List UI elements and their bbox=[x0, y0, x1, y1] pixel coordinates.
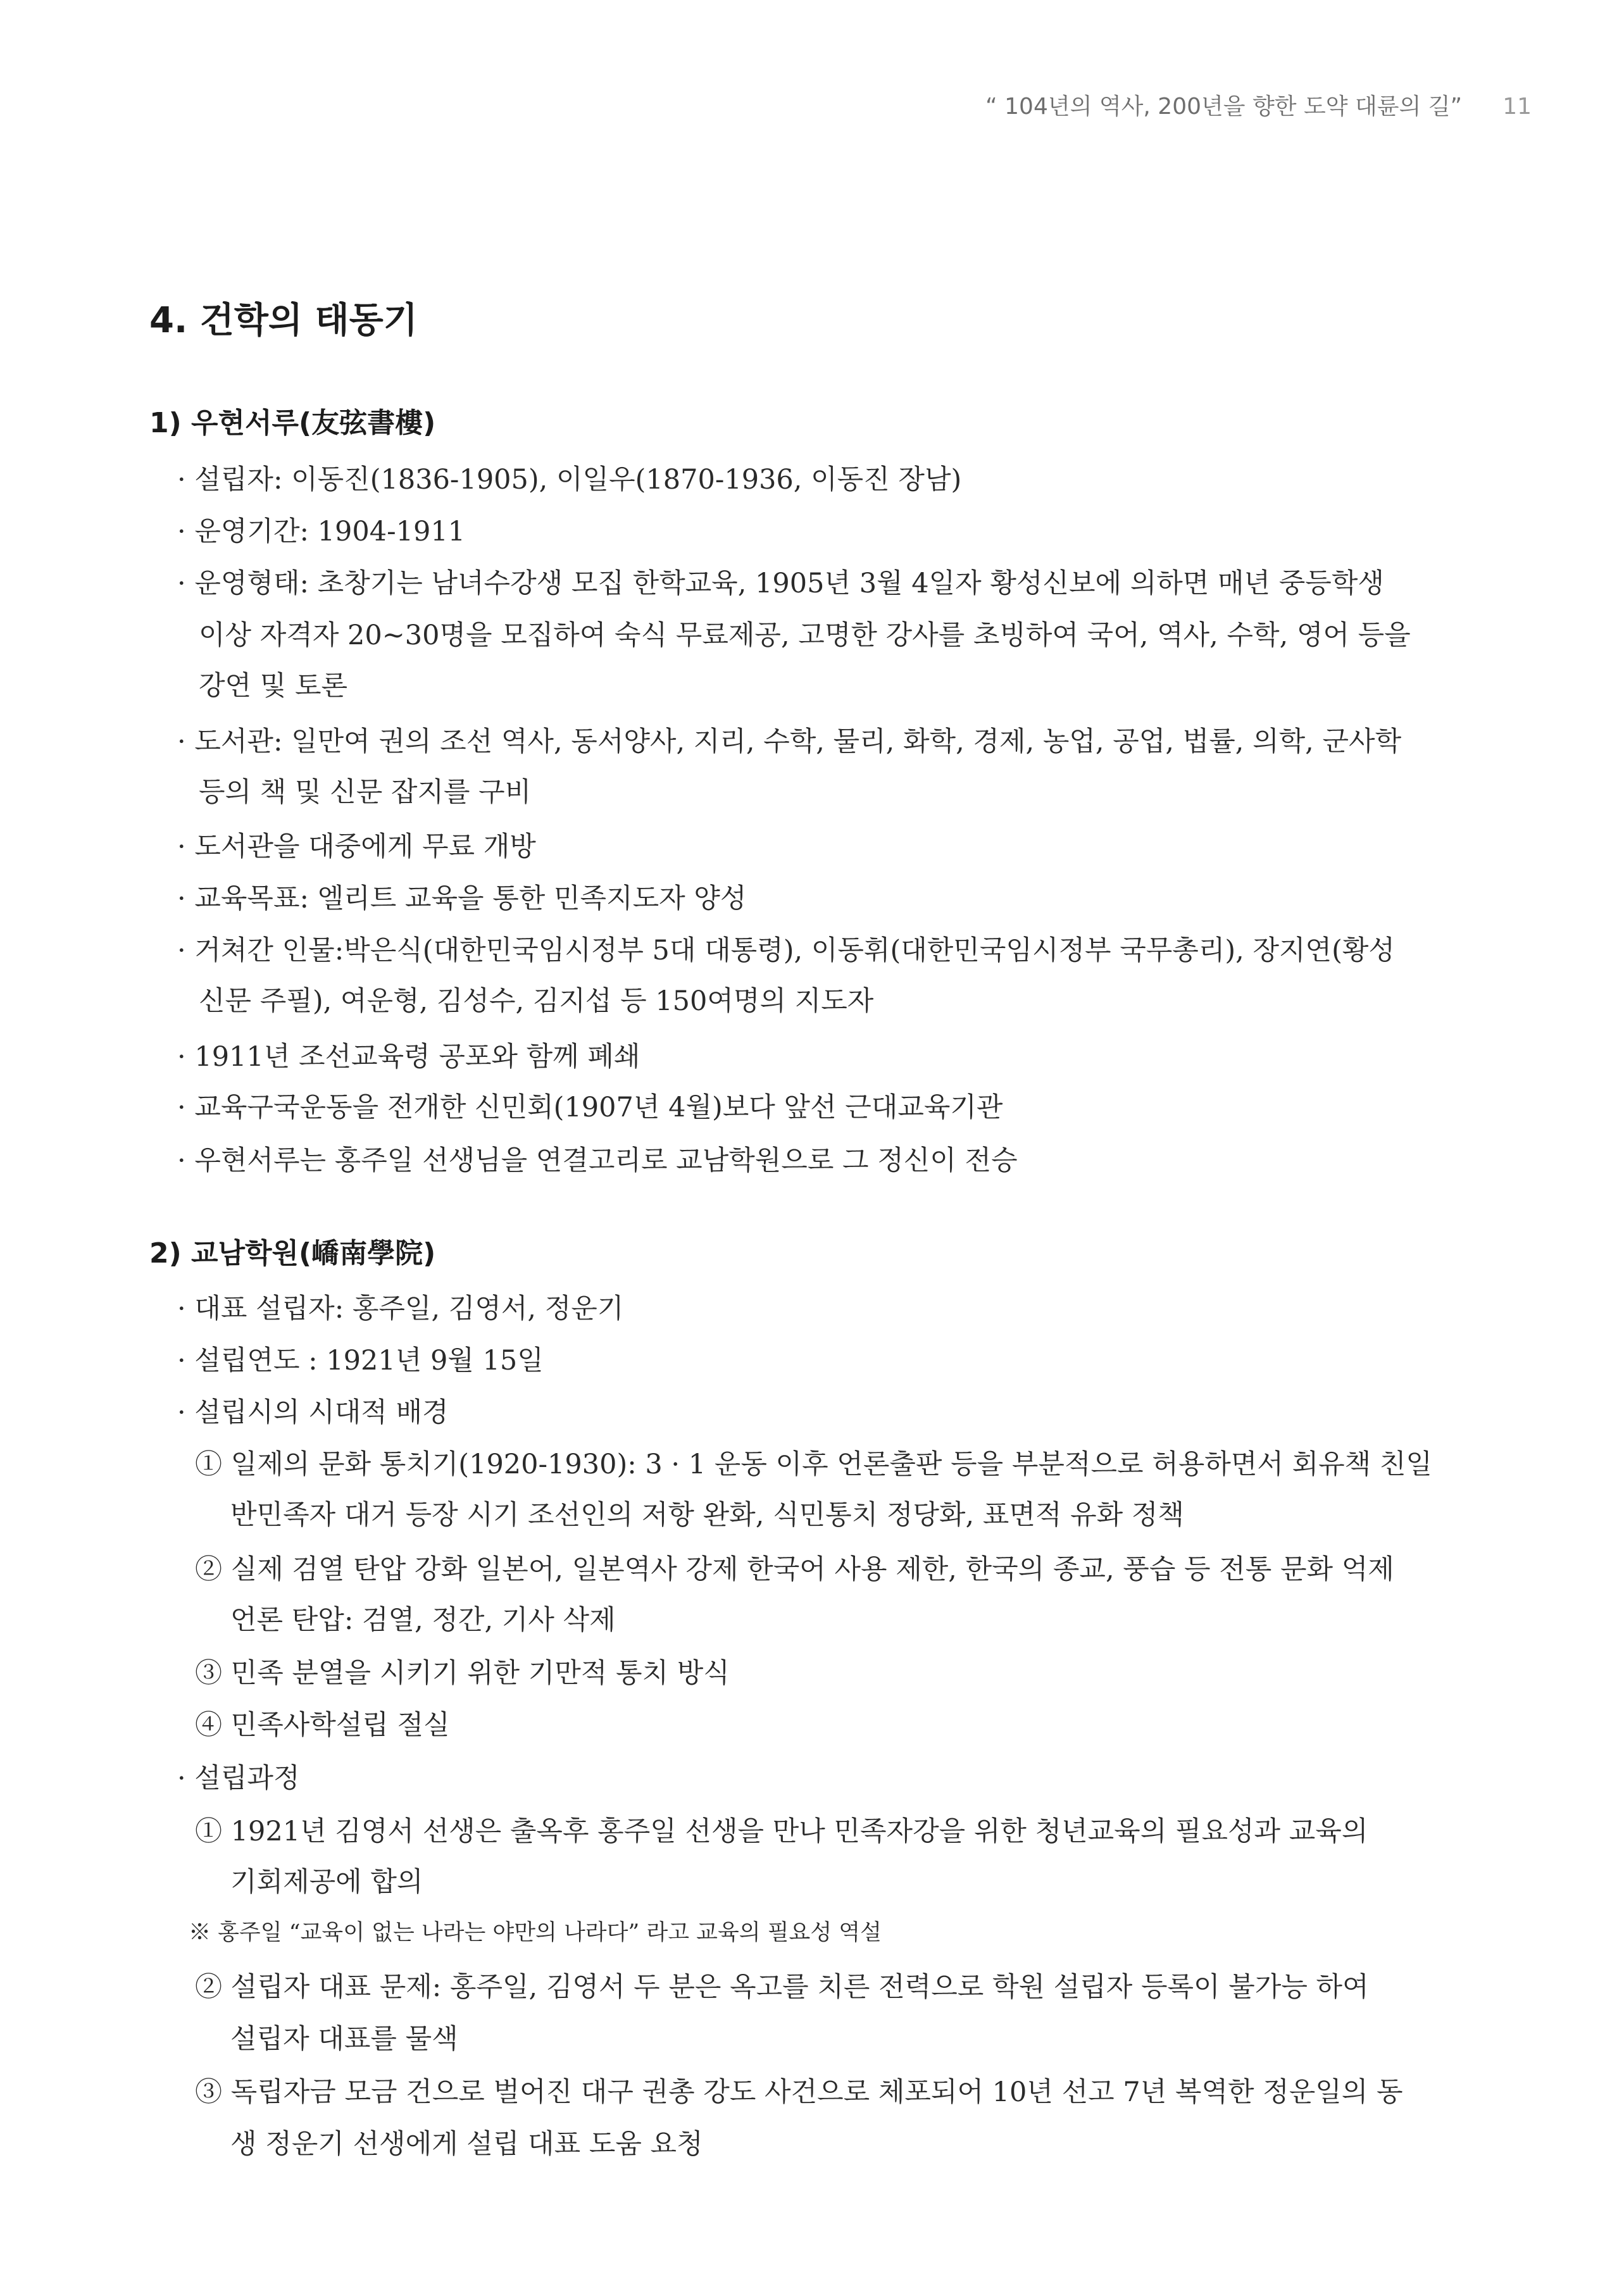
text-line: ④ 민족사학설립 절실 bbox=[195, 1709, 450, 1741]
text-line: · 대표 설립자: 홍주일, 김영서, 정운기 bbox=[177, 1293, 624, 1325]
text-line: ③ 독립자금 모금 건으로 벌어진 대구 권총 강도 사건으로 체포되어 10년 선고 7년 복역한 정운일의 동 bbox=[195, 2076, 1403, 2108]
text-line: ① 1921년 김영서 선생은 출옥후 홍주일 선생을 만나 민족자강을 위한 청년교육의 필요성과 교육의 bbox=[195, 1816, 1368, 1847]
text-line: 신문 주필), 여운형, 김성수, 김지섭 등 150여명의 지도자 bbox=[199, 985, 874, 1017]
text-line: · 1911년 조선교육령 공포와 함께 폐쇄 bbox=[177, 1041, 640, 1073]
running-title: “ 104년의 역사, 200년을 향한 도약 대륜의 길” bbox=[985, 94, 1463, 120]
chapter-title: 4. 건학의 태동기 bbox=[149, 300, 418, 341]
text-line: · 교육구국운동을 전개한 신민회(1907년 4월)보다 앞선 근대교육기관 bbox=[177, 1092, 1003, 1123]
text-line: · 설립시의 시대적 배경 bbox=[177, 1397, 449, 1428]
text-line: · 운영형태: 초창기는 남녀수강생 모집 한학교육, 1905년 3월 4일자 황성신보에 의하면 매년 중등학생 bbox=[177, 568, 1384, 599]
running-header bbox=[886, 89, 1532, 121]
page-number: 11 bbox=[1502, 94, 1532, 120]
text-line: 설립자 대표를 물색 bbox=[230, 2023, 458, 2055]
text-line: · 운영기간: 1904-1911 bbox=[177, 516, 466, 547]
text-line: · 설립과정 bbox=[177, 1763, 300, 1794]
text-line: ② 실제 검열 탄압 강화 일본어, 일본역사 강제 한국어 사용 제한, 한국의 종교, 풍습 등 전통 문화 억제 bbox=[195, 1554, 1394, 1585]
text-line: 언론 탄압: 검열, 정간, 기사 삭제 bbox=[230, 1604, 616, 1636]
text-line: 반민족자 대거 등장 시기 조선인의 저항 완화, 식민통치 정당화, 표면적 유화 정책 bbox=[230, 1499, 1184, 1531]
text-line: ① 일제의 문화 통치기(1920-1930): 3 · 1 운동 이후 언론출판 등을 부분적으로 허용하면서 회유책 친일 bbox=[195, 1449, 1432, 1480]
text-line: · 교육목표: 엘리트 교육을 통한 민족지도자 양성 bbox=[177, 883, 747, 915]
text-line: 생 정운기 선생에게 설립 대표 도움 요청 bbox=[230, 2128, 703, 2160]
section-title-wuhyeonseoru: 1) 우현서루(友弦書樓) bbox=[149, 407, 436, 439]
text-line: · 설립자: 이동진(1836-1905), 이일우(1870-1936, 이동진 장남) bbox=[177, 464, 962, 496]
text-line: · 거쳐간 인물:박은식(대한민국임시정부 5대 대통령), 이동휘(대한민국임시정부 국무총리), 장지연(황성 bbox=[177, 935, 1395, 966]
footnote: ※ 홍주일 “교육이 없는 나라는 야만의 나라다” 라고 교육의 필요성 역설 bbox=[189, 1920, 882, 1945]
text-line: · 도서관: 일만여 권의 조선 역사, 동서양사, 지리, 수학, 물리, 화학, 경제, 농업, 공업, 법률, 의학, 군사학 bbox=[177, 726, 1402, 758]
text-line: ② 설립자 대표 문제: 홍주일, 김영서 두 분은 옥고를 치른 전력으로 학원 설립자 등록이 불가능 하여 bbox=[195, 1971, 1369, 2003]
text-line: · 도서관을 대중에게 무료 개방 bbox=[177, 831, 536, 863]
text-line: 등의 책 및 신문 잡지를 구비 bbox=[199, 777, 532, 808]
text-line: 기회제공에 합의 bbox=[230, 1866, 423, 1898]
text-line: ③ 민족 분열을 시키기 위한 기만적 통치 방식 bbox=[195, 1657, 730, 1689]
text-line: 강연 및 토론 bbox=[199, 670, 348, 702]
text-line: · 우현서루는 홍주일 선생님을 연결고리로 교남학원으로 그 정신이 전승 bbox=[177, 1145, 1018, 1177]
text-line: 이상 자격자 20~30명을 모집하여 숙식 무료제공, 고명한 강사를 초빙하여 국어, 역사, 수학, 영어 등을 bbox=[199, 620, 1411, 651]
text-line: · 설립연도 : 1921년 9월 15일 bbox=[177, 1345, 544, 1376]
section-title-gyonam-academy: 2) 교남학원(嶠南學院) bbox=[149, 1237, 436, 1270]
